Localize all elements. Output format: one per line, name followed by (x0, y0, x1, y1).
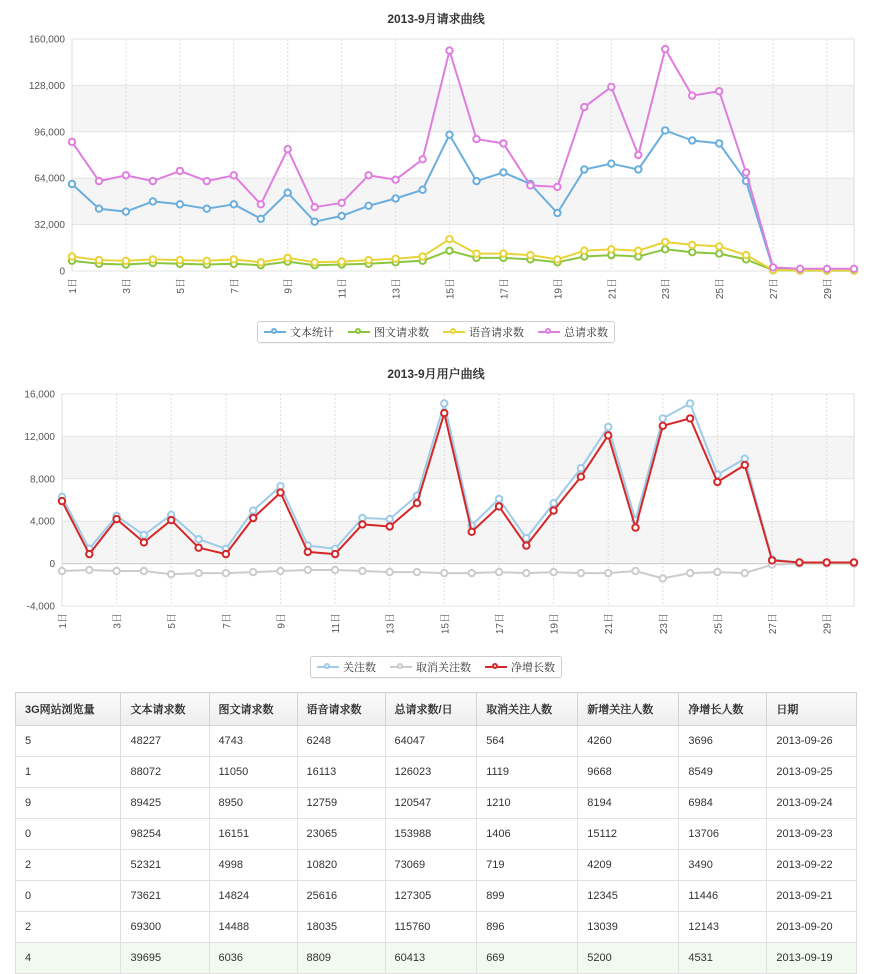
table-cell: 1210 (477, 788, 578, 819)
legend-marker-icon (443, 327, 465, 337)
table-cell: 4531 (679, 943, 767, 974)
table-cell: 8194 (578, 788, 679, 819)
table-cell: 6248 (297, 726, 385, 757)
table-cell: 5 (16, 726, 121, 757)
table-header-row (16, 693, 857, 726)
table-row (16, 757, 857, 788)
table-cell: 1119 (477, 757, 578, 788)
table-cell: 120547 (385, 788, 477, 819)
user-chart-plot (0, 382, 872, 652)
svg-text:3日: 3日 (112, 613, 124, 629)
svg-text:32,000: 32,000 (34, 220, 65, 232)
table-cell: 1406 (477, 819, 578, 850)
svg-text:21日: 21日 (607, 278, 619, 300)
table-column-header: 文本请求数 (121, 693, 209, 726)
table-cell: 669 (477, 943, 578, 974)
table-cell: 4209 (578, 850, 679, 881)
table-row (16, 788, 857, 819)
svg-text:-4,000: -4,000 (26, 601, 55, 613)
request-chart-legend-item[interactable] (348, 324, 429, 340)
table-column-header: 净增长人数 (679, 693, 767, 726)
svg-text:9日: 9日 (283, 278, 295, 294)
svg-text:27日: 27日 (769, 278, 781, 300)
table-cell: 115760 (385, 912, 477, 943)
table-cell: 39695 (121, 943, 209, 974)
table-cell: 60413 (385, 943, 477, 974)
table-cell: 2013-09-22 (767, 850, 857, 881)
svg-text:25日: 25日 (715, 278, 727, 300)
table-cell: 0 (16, 819, 121, 850)
table-cell: 564 (477, 726, 578, 757)
table-cell: 98254 (121, 819, 209, 850)
table-cell: 8549 (679, 757, 767, 788)
svg-text:13日: 13日 (385, 613, 397, 635)
svg-text:19日: 19日 (553, 278, 565, 300)
table-row (16, 912, 857, 943)
table-cell: 12143 (679, 912, 767, 943)
table-column-header: 取消关注人数 (477, 693, 578, 726)
table-cell: 8950 (209, 788, 297, 819)
table-cell: 13039 (578, 912, 679, 943)
table-cell: 2013-09-19 (767, 943, 857, 974)
table-cell: 25616 (297, 881, 385, 912)
table-cell: 153988 (385, 819, 477, 850)
table-cell: 719 (477, 850, 578, 881)
user-chart-svg (0, 382, 872, 652)
svg-text:23日: 23日 (658, 613, 670, 635)
table-cell: 14824 (209, 881, 297, 912)
svg-text:7日: 7日 (221, 613, 233, 629)
table-column-header: 日期 (767, 693, 857, 726)
legend-label: 取消关注数 (416, 662, 471, 674)
table-cell: 4 (16, 943, 121, 974)
table-cell: 48227 (121, 726, 209, 757)
table-cell: 64047 (385, 726, 477, 757)
table-cell: 13706 (679, 819, 767, 850)
request-curve-chart (0, 0, 872, 343)
table-cell: 14488 (209, 912, 297, 943)
table-cell: 2013-09-23 (767, 819, 857, 850)
legend-marker-icon (317, 662, 339, 672)
svg-text:21日: 21日 (604, 613, 616, 635)
table-cell: 0 (16, 881, 121, 912)
svg-text:23日: 23日 (661, 278, 673, 300)
svg-text:4,000: 4,000 (29, 516, 55, 528)
svg-text:0: 0 (49, 559, 55, 571)
svg-text:12,000: 12,000 (24, 431, 55, 443)
svg-text:5日: 5日 (175, 278, 187, 294)
chart-title-users: 2013-9月用户曲线 (387, 367, 485, 381)
table-cell: 4998 (209, 850, 297, 881)
svg-text:1日: 1日 (68, 278, 79, 294)
svg-text:9日: 9日 (276, 613, 288, 629)
table-cell: 89425 (121, 788, 209, 819)
table-cell: 6036 (209, 943, 297, 974)
table-cell: 69300 (121, 912, 209, 943)
table-cell: 3490 (679, 850, 767, 881)
legend-marker-icon (264, 327, 286, 337)
legend-marker-icon (485, 662, 507, 672)
table-column-header: 语音请求数 (297, 693, 385, 726)
svg-text:96,000: 96,000 (34, 127, 65, 139)
request-chart-legend-item[interactable] (264, 324, 334, 340)
svg-text:64,000: 64,000 (34, 173, 65, 185)
table-cell: 896 (477, 912, 578, 943)
svg-text:11日: 11日 (331, 613, 343, 634)
legend-label: 图文请求数 (374, 327, 429, 339)
table-cell: 8809 (297, 943, 385, 974)
svg-text:0: 0 (59, 266, 65, 278)
table-cell: 12345 (578, 881, 679, 912)
table-cell: 2 (16, 912, 121, 943)
svg-text:5日: 5日 (167, 613, 179, 629)
table-cell: 73069 (385, 850, 477, 881)
request-chart-legend-item[interactable] (538, 324, 608, 340)
table-cell: 9 (16, 788, 121, 819)
table-column-header: 图文请求数 (209, 693, 297, 726)
table-cell: 16151 (209, 819, 297, 850)
legend-marker-icon (348, 327, 370, 337)
svg-text:17日: 17日 (499, 278, 511, 300)
table-cell: 16113 (297, 757, 385, 788)
table-cell: 2013-09-21 (767, 881, 857, 912)
svg-text:25日: 25日 (713, 613, 725, 635)
user-chart-legend (0, 656, 872, 678)
table-cell: 2 (16, 850, 121, 881)
request-chart-legend (0, 321, 872, 343)
svg-text:27日: 27日 (768, 613, 780, 635)
table-cell: 899 (477, 881, 578, 912)
table-cell: 5200 (578, 943, 679, 974)
table-row (16, 726, 857, 757)
svg-text:11日: 11日 (337, 278, 349, 299)
table-cell: 1 (16, 757, 121, 788)
table-cell: 23065 (297, 819, 385, 850)
table-cell: 18035 (297, 912, 385, 943)
table-row (16, 819, 857, 850)
table-cell: 11050 (209, 757, 297, 788)
svg-text:17日: 17日 (494, 613, 506, 635)
svg-text:8,000: 8,000 (29, 474, 55, 486)
svg-text:16,000: 16,000 (24, 389, 55, 401)
legend-label: 关注数 (343, 662, 376, 674)
request-chart-legend-item[interactable] (443, 324, 524, 340)
svg-text:1日: 1日 (58, 613, 69, 629)
legend-marker-icon (538, 327, 560, 337)
table-cell: 10820 (297, 850, 385, 881)
table-cell: 6984 (679, 788, 767, 819)
svg-text:3日: 3日 (121, 278, 133, 294)
svg-text:29日: 29日 (822, 613, 834, 635)
table-cell: 12759 (297, 788, 385, 819)
svg-text:19日: 19日 (549, 613, 561, 635)
svg-text:128,000: 128,000 (28, 80, 65, 92)
request-chart-plot (0, 27, 872, 317)
table-cell: 15112 (578, 819, 679, 850)
statistics-table (15, 692, 857, 974)
table-cell: 2013-09-26 (767, 726, 857, 757)
table-cell: 88072 (121, 757, 209, 788)
table-cell: 4260 (578, 726, 679, 757)
table-cell: 73621 (121, 881, 209, 912)
table-column-header: 3G网站浏览量 (16, 693, 121, 726)
table-column-header: 总请求数/日 (385, 693, 477, 726)
table-row (16, 850, 857, 881)
legend-label: 净增长数 (511, 662, 555, 674)
svg-text:29日: 29日 (823, 278, 835, 300)
legend-label: 文本统计 (290, 327, 334, 339)
table-cell: 4743 (209, 726, 297, 757)
svg-text:15日: 15日 (445, 278, 457, 300)
table-cell: 3696 (679, 726, 767, 757)
table-column-header: 新增关注人数 (578, 693, 679, 726)
user-chart-legend-item[interactable] (485, 659, 555, 675)
request-chart-svg (0, 27, 872, 317)
user-chart-legend-item[interactable] (317, 659, 376, 675)
table-cell: 2013-09-20 (767, 912, 857, 943)
svg-text:15日: 15日 (440, 613, 452, 635)
user-curve-chart (0, 355, 872, 678)
svg-text:160,000: 160,000 (28, 34, 65, 46)
table-cell: 2013-09-25 (767, 757, 857, 788)
legend-label: 语音请求数 (469, 327, 524, 339)
user-chart-legend-item[interactable] (390, 659, 471, 675)
chart-title-requests: 2013-9月请求曲线 (387, 12, 485, 26)
table-row (16, 881, 857, 912)
table-cell: 9668 (578, 757, 679, 788)
table-cell: 127305 (385, 881, 477, 912)
legend-label: 总请求数 (564, 327, 608, 339)
svg-text:13日: 13日 (391, 278, 403, 300)
table-cell: 11446 (679, 881, 767, 912)
table-cell: 126023 (385, 757, 477, 788)
table-cell: 2013-09-24 (767, 788, 857, 819)
svg-text:7日: 7日 (229, 278, 241, 294)
table-cell: 52321 (121, 850, 209, 881)
legend-marker-icon (390, 662, 412, 672)
table-row (16, 943, 857, 974)
